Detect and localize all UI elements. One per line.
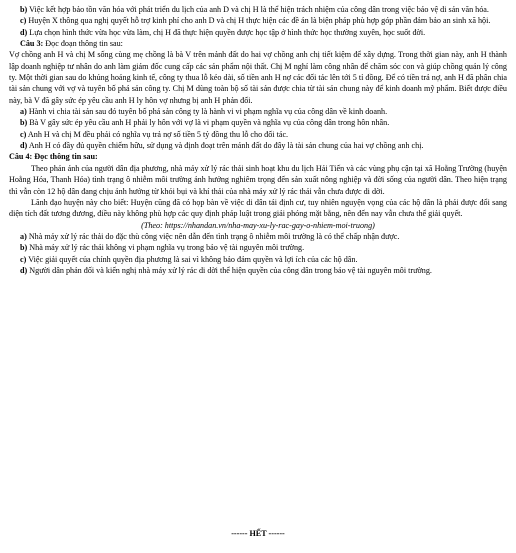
- option-label: c): [20, 254, 27, 264]
- option-b: [9, 117, 507, 128]
- question-4-paragraph-1: Theo phản ánh của người dân địa phương, nhà máy xử lý rác thải sinh hoạt khu du lịch Hải Tiến và các vùng phụ cận tại xã Hoằng Trường (huyện Hoằng Hóa, Thanh Hóa) tình trạng ô nhiễm môi trường ảnh hưởng nghiêm trọng đến sản xuất nông nghiệp và đời sống của người dân. Theo hiện trạng thì vẫn còn 12 hộ dân đang chịu ảnh hưởng từ khói bụi và khí thải của nhà máy xử lý rác thải vẫn chưa được di dời.: [9, 163, 507, 196]
- option-d: [9, 27, 507, 38]
- option-b: [9, 4, 507, 15]
- option-text: Nhà máy xử lý rác thải do đặc thù công việc nên dẫn đến tình trạng ô nhiễm môi trường là có thể chấp nhận được.: [28, 231, 400, 241]
- option-text: Người dân phản đối và kiến nghị nhà máy xử lý rác di dời thể hiện quyền của công dân trong bảo vệ tài nguyên môi trường.: [29, 265, 432, 275]
- option-text: Lựa chọn hình thức vừa học vừa làm, chị H đã thực hiện quyền được học tập ở hình thức học thường xuyên, học suốt đời.: [29, 27, 426, 37]
- option-label: d): [20, 141, 28, 151]
- option-d: [9, 265, 507, 276]
- option-label: c): [20, 16, 27, 26]
- question-3-heading: [9, 38, 507, 49]
- option-text: Hành vi chia tài sản sau đó tuyên bố phá sản công ty là hành vi vi phạm nghĩa vụ của công dân về kinh doanh.: [28, 107, 388, 117]
- option-label: a): [20, 231, 27, 241]
- option-label: b): [20, 5, 28, 14]
- option-label: b): [20, 243, 28, 253]
- question-3-passage: Vợ chồng anh H và chị M sống cùng mẹ chồng là bà V trên mảnh đất do hai vợ chồng anh chị tiết kiệm để xây dựng. Trong thời gian này, anh H thành lập doanh nghiệp tư nhân do anh làm giám đốc cung cấp các sản phẩm nội thất. Chị M nghỉ làm công nhân để chăm sóc con và giúp chồng quản lý công ty. Một thời gian sau do khủng hoảng kinh tế, công ty thua lỗ kéo dài, số tiền anh H nợ các đối tác lên tới 5 tỉ đồng. Để có tiền trả nợ, anh H đã phân chia tài sản chung với vợ và tuyên bố phá sản công ty. Chị M dùng toàn bộ số tài sản được chia từ tài sản chung này để kinh doanh mỹ phẩm. Biết được điều này, bà V đã gây sức ép yêu cầu anh H ly hôn vợ nhưng bị anh H phản đối.: [9, 50, 507, 105]
- option-text: Anh H có đầy đủ quyền chiếm hữu, sử dụng và định đoạt trên mảnh đất do đây là tài sản chung của hai vợ chồng anh chị.: [28, 141, 424, 151]
- option-c: [9, 254, 507, 265]
- option-label: d): [20, 265, 28, 275]
- question-4-paragraph-2: Lãnh đạo huyện này cho biết: Huyện cũng đã có họp bàn về việc di dân tái định cư, tuy nhiên nguyện vọng của các hộ dân là phải được đổi sang diện tích đất tương đương, điều này không phù hợp các quy định pháp luật trong giải phóng mặt bằng, nên đến nay vẫn chưa thể giải quyết.: [9, 197, 507, 219]
- option-text: Huyện X thông qua nghị quyết hỗ trợ kinh phí cho anh D và chị H thực hiện các đề án là biện pháp phù hợp góp phần đảm bảo an sinh xã hội.: [28, 16, 491, 26]
- option-label: c): [20, 129, 27, 139]
- option-text: Việc giải quyết của chính quyền địa phương là sai vì không bảo đảm quyền và lợi ích của các hộ dân.: [28, 254, 358, 264]
- option-a: [9, 231, 507, 242]
- question-number: Câu 3:: [20, 39, 44, 49]
- question-instruction: Đọc đoạn thông tin sau:: [45, 39, 123, 49]
- option-c: [9, 129, 507, 140]
- option-a: [9, 106, 507, 117]
- option-text: Nhà máy xử lý rác thải không vi phạm nghĩa vụ trong bảo vệ tài nguyên môi trường.: [29, 243, 305, 253]
- option-label: b): [20, 118, 28, 128]
- option-text: Việc kết hợp bảo tồn văn hóa với phát triển du lịch của anh D và chị H là thể hiện trách nhiệm của công dân trong việc bảo vệ di sản văn hóa.: [29, 5, 489, 14]
- source-citation: (Theo: https://nhandan.vn/nha-may-xu-ly-rac-gay-o-nhiem-moi-truong): [141, 220, 375, 230]
- question-4-heading: Câu 4: Đọc thông tin sau:: [9, 152, 98, 162]
- option-c: [9, 15, 507, 26]
- option-label: a): [20, 107, 27, 117]
- option-text: Anh H và chị M đều phải có nghĩa vụ trả nợ số tiền 5 tỷ đồng thu lỗ cho đối tác.: [27, 129, 289, 139]
- option-d: [9, 140, 507, 151]
- end-of-exam-marker: ------ HẾT ------: [231, 529, 285, 538]
- option-label: d): [20, 27, 28, 37]
- option-text: Bà V gây sức ép yêu cầu anh H phải ly hôn với vợ là vi phạm quyền và nghĩa vụ của công dân trong hôn nhân.: [29, 118, 390, 128]
- option-b: [9, 242, 507, 253]
